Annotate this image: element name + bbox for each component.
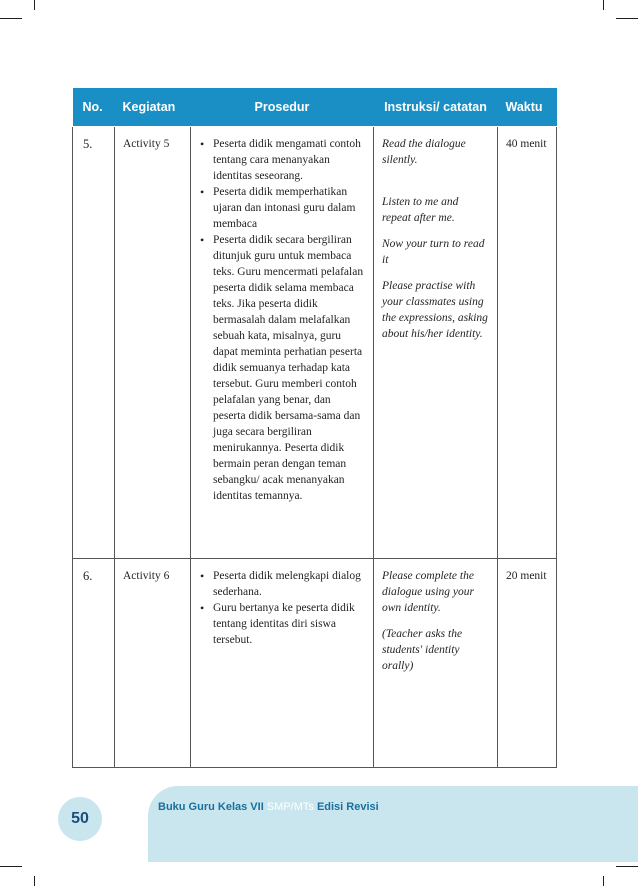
footer-title <box>158 801 379 813</box>
instruction-cell <box>374 559 498 768</box>
instruction-text: Now your turn to read it <box>382 238 485 266</box>
activity-name: Activity 6 <box>115 559 191 768</box>
procedure-item: • Peserta didik melengkapi dialog sederhana. <box>213 568 365 600</box>
activity-name: Activity 5 <box>115 127 191 559</box>
row-number: 6. <box>73 559 115 768</box>
header-kegiatan: Kegiatan <box>115 88 191 127</box>
procedure-item: • Guru bertanya ke peserta didik tentang identitas diri siswa tersebut. <box>213 600 365 648</box>
table-header-row <box>73 88 557 127</box>
procedure-cell <box>191 559 374 768</box>
procedure-item: • Peserta didik memperhatikan ujaran dan intonasi guru dalam membaca <box>213 184 365 232</box>
crop-mark <box>0 866 22 867</box>
crop-mark <box>603 0 604 10</box>
crop-mark <box>34 876 35 886</box>
procedure-item: • Peserta didik mengamati contoh tentang cara menanyakan identitas seseorang. <box>213 136 365 184</box>
procedure-list <box>199 568 365 648</box>
procedure-list <box>199 136 365 504</box>
header-waktu: Waktu <box>498 88 557 127</box>
procedure-cell <box>191 127 374 559</box>
duration: 40 menit <box>498 127 557 559</box>
crop-mark <box>616 18 638 19</box>
header-instruksi: Instruksi/ catatan <box>374 88 498 127</box>
table-row <box>73 559 557 768</box>
header-no: No. <box>73 88 115 127</box>
table-row <box>73 127 557 559</box>
instruction-cell <box>374 127 498 559</box>
instruction-text: Please complete the dialogue using your own identity. <box>382 570 474 614</box>
duration: 20 menit <box>498 559 557 768</box>
footer-band <box>148 786 638 862</box>
lesson-procedure-table <box>72 88 557 768</box>
edition-label: Edisi Revisi <box>316 801 379 813</box>
book-title: Buku Guru Kelas VII <box>158 801 264 813</box>
instruction-text: Please practise with your classmates using the expressions, asking about his/her identity. <box>382 280 488 340</box>
instruction-text: (Teacher asks the students' identity orally) <box>382 628 463 672</box>
crop-mark <box>603 876 604 886</box>
instruction-text: Read the dialogue silently. <box>382 138 466 166</box>
instruction-text: Listen to me and repeat after me. <box>382 196 459 224</box>
page-number: 50 <box>58 797 102 841</box>
header-prosedur: Prosedur <box>191 88 374 127</box>
procedure-item: • Peserta didik secara bergiliran ditunjuk guru untuk membaca teks. Guru mencermati pelafalan peserta didik selama membaca teks. Jika peserta didik bermasalah dalam melafalkan sebuah kata, misalnya, guru dapat meminta perhatian peserta didik semuanya terhadap kata tersebut. Guru memberi contoh pelafalan yang benar, dan peserta didik bersama-sama dan juga secara bergiliran menirukannya. Peserta didik bermain peran dengan teman sebangku/ acak menanyakan identitas temannya. <box>213 232 365 504</box>
row-number: 5. <box>73 127 115 559</box>
crop-mark <box>616 866 638 867</box>
school-level: SMP/MTs <box>266 801 314 813</box>
crop-mark <box>0 18 22 19</box>
crop-mark <box>34 0 35 10</box>
